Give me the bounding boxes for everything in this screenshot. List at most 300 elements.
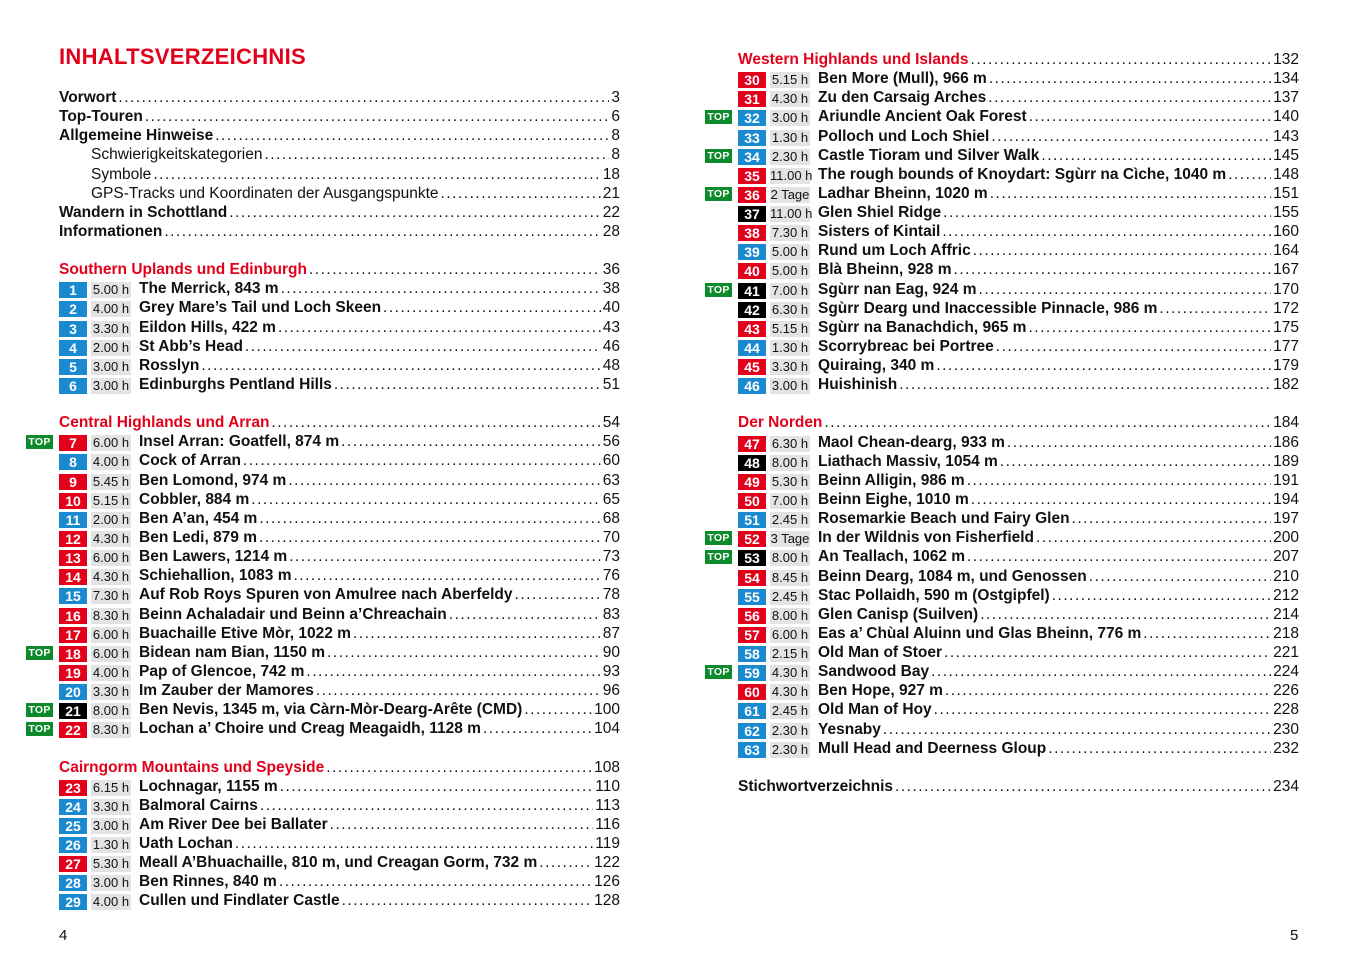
toc-tour-entry[interactable] — [59, 490, 620, 509]
tour-title: The Merrick, 843 m — [139, 280, 279, 298]
toc-page-number: 191 — [1273, 471, 1299, 489]
dot-leader — [967, 547, 1271, 566]
tour-number-badge: 6 — [59, 378, 87, 394]
tour-title: Ben Hope, 927 m — [818, 682, 943, 700]
tour-title: Eas a’ Chùal Aluinn und Glas Bheinn, 776 m — [818, 624, 1142, 642]
toc-tour-entry[interactable] — [738, 222, 1299, 241]
toc-page-number: 113 — [595, 796, 620, 814]
tour-duration: 8.45 h — [771, 569, 809, 585]
toc-page-number: 186 — [1273, 433, 1299, 451]
tour-number-badge: 5 — [59, 359, 87, 375]
toc-page-number: 63 — [602, 471, 620, 489]
tour-number-badge: 19 — [59, 665, 87, 681]
toc-main-entry[interactable]: Top-Touren . . . 6 — [59, 107, 620, 126]
toc-tour-entry[interactable] — [738, 624, 1299, 643]
tour-number-badge: 46 — [738, 378, 766, 394]
tour-number-badge: 12 — [59, 531, 87, 547]
toc-tour-entry[interactable] — [738, 107, 1299, 126]
tour-number-badge: 28 — [59, 875, 87, 891]
dot-leader — [383, 298, 601, 317]
tour-title: Rosslyn — [139, 356, 200, 374]
dot-leader — [971, 490, 1271, 509]
toc-tour-entry[interactable] — [738, 471, 1299, 490]
toc-page-number: 110 — [595, 777, 620, 795]
toc-page-number: 73 — [602, 548, 620, 566]
tour-duration: 2.30 h — [771, 722, 809, 738]
toc-page-number: 21 — [602, 184, 620, 202]
tour-title: Ben Lawers, 1214 m — [139, 548, 288, 566]
toc-tour-entry[interactable] — [59, 375, 620, 394]
tour-number-badge: 36 — [738, 187, 766, 203]
tour-duration: 11.00 h — [770, 206, 813, 222]
toc-page-number: 76 — [602, 567, 620, 585]
top-tour-badge: TOP — [705, 283, 732, 297]
toc-main-entry[interactable]: Wandern in Schottland . . . 22 — [59, 203, 620, 222]
toc-tour-entry[interactable] — [59, 279, 620, 298]
tour-duration: 3.00 h — [771, 378, 809, 394]
toc-tour-entry[interactable] — [738, 681, 1299, 700]
tour-number-badge: 38 — [738, 225, 766, 241]
tour-duration: 2.30 h — [771, 148, 809, 164]
tour-duration: 5.15 h — [771, 320, 809, 336]
page-title: INHALTSVERZEICHNIS — [59, 44, 307, 69]
tour-number-badge: 9 — [59, 474, 87, 490]
toc-tour-entry[interactable] — [738, 452, 1299, 471]
toc-main-entry[interactable]: Stichwortverzeichnis . . . 234 — [738, 777, 1299, 796]
dot-leader — [1041, 146, 1271, 165]
toc-page-number: 200 — [1273, 529, 1299, 547]
toc-sub-entry[interactable]: Symbole . . . 18 — [59, 165, 620, 184]
dot-leader — [515, 585, 601, 604]
toc-page-number: 48 — [602, 356, 620, 374]
toc-section-heading[interactable]: Central Highlands und Arran . . . 54 — [59, 413, 620, 432]
top-tour-badge: TOP — [705, 531, 732, 545]
tour-number-badge: 29 — [59, 894, 87, 910]
dot-leader — [245, 337, 601, 356]
tour-number-badge: 45 — [738, 359, 766, 375]
toc-tour-entry[interactable] — [59, 815, 620, 834]
tour-title: Buachaille Etive Mòr, 1022 m — [139, 624, 351, 642]
toc-page-number: 214 — [1273, 605, 1299, 623]
toc-tour-entry[interactable] — [738, 127, 1299, 146]
tour-duration: 3.30 h — [92, 684, 130, 700]
top-tour-badge: TOP — [705, 550, 732, 564]
toc-tour-entry[interactable] — [738, 662, 1299, 681]
toc-tour-entry[interactable] — [738, 700, 1299, 719]
toc-tour-entry[interactable] — [59, 796, 620, 815]
toc-tour-entry[interactable] — [738, 739, 1299, 758]
tour-number-badge: 13 — [59, 550, 87, 566]
tour-duration: 7.00 h — [771, 492, 809, 508]
dot-leader — [989, 69, 1271, 88]
toc-tour-entry[interactable] — [738, 146, 1299, 165]
toc-page-number: 194 — [1273, 490, 1299, 508]
tour-title: Mull Head and Deerness Gloup — [818, 739, 1047, 757]
tour-title: Polloch und Loch Shiel — [818, 127, 990, 145]
dot-leader — [145, 107, 610, 126]
dot-leader — [441, 184, 601, 203]
dot-leader — [326, 758, 592, 777]
tour-number-badge: 34 — [738, 149, 766, 165]
tour-duration: 4.00 h — [92, 664, 130, 680]
toc-tour-entry[interactable] — [59, 432, 620, 451]
tour-number-badge: 7 — [59, 435, 87, 451]
toc-tour-entry[interactable] — [59, 681, 620, 700]
toc-page-number: 218 — [1273, 624, 1299, 642]
dot-leader — [934, 700, 1271, 719]
dot-leader — [259, 509, 600, 528]
dot-leader — [215, 126, 609, 145]
toc-tour-entry[interactable] — [59, 719, 620, 738]
tour-title: Ladhar Bheinn, 1020 m — [818, 184, 988, 202]
tour-number-badge: 59 — [738, 665, 766, 681]
tour-duration: 2.15 h — [771, 646, 809, 662]
dot-leader — [1143, 624, 1271, 643]
tour-title: Beinn Achaladair und Beinn a’Chreachain — [139, 605, 447, 623]
toc-page-number: 226 — [1273, 682, 1299, 700]
toc-tour-entry[interactable] — [738, 375, 1299, 394]
dot-leader — [936, 356, 1271, 375]
tour-number-badge: 14 — [59, 569, 87, 585]
tour-number-badge: 40 — [738, 263, 766, 279]
toc-tour-entry[interactable] — [738, 643, 1299, 662]
toc-page-number: 128 — [594, 892, 620, 910]
toc-page-number: 18 — [602, 165, 620, 183]
tour-title: Ben A’an, 454 m — [139, 509, 258, 527]
tour-duration: 6.00 h — [92, 550, 130, 566]
dot-leader — [309, 260, 601, 279]
tour-number-badge: 47 — [738, 436, 766, 452]
tour-duration: 2.00 h — [92, 511, 130, 527]
toc-page-number: 184 — [1273, 414, 1299, 432]
toc-page-number: 137 — [1273, 89, 1299, 107]
tour-number-badge: 27 — [59, 856, 87, 872]
tour-number-badge: 21 — [59, 703, 87, 719]
tour-title: Am River Dee bei Ballater — [139, 815, 328, 833]
toc-section-heading[interactable]: Southern Uplands und Edinburgh . . . 36 — [59, 260, 620, 279]
dot-leader — [306, 662, 600, 681]
toc-tour-entry[interactable] — [59, 624, 620, 643]
toc-page-number: 51 — [602, 375, 620, 393]
toc-page-number: 40 — [602, 299, 620, 317]
dot-leader — [235, 834, 593, 853]
toc-page-number: 234 — [1273, 777, 1299, 795]
tour-duration: 5.00 h — [92, 282, 130, 298]
toc-sub-entry[interactable]: GPS-Tracks und Koordinaten der Ausgangspunkte . . . 21 — [59, 184, 620, 203]
toc-tour-entry[interactable] — [59, 356, 620, 375]
dot-leader — [967, 471, 1271, 490]
dot-leader — [943, 203, 1271, 222]
tour-duration: 5.15 h — [771, 72, 809, 88]
tour-number-badge: 25 — [59, 818, 87, 834]
dot-leader — [153, 165, 600, 184]
tour-duration: 4.00 h — [92, 894, 130, 910]
dot-leader — [327, 643, 601, 662]
tour-title: Rosemarkie Beach und Fairy Glen — [818, 510, 1070, 528]
dot-leader — [278, 318, 601, 337]
toc-tour-entry[interactable] — [738, 88, 1299, 107]
toc-page-number: 172 — [1273, 299, 1299, 317]
toc-tour-entry[interactable] — [738, 184, 1299, 203]
tour-number-badge: 43 — [738, 321, 766, 337]
toc-page-number: 108 — [594, 758, 620, 776]
tour-title: Sgùrr na Banachdich, 965 m — [818, 318, 1027, 336]
tour-number-badge: 63 — [738, 742, 766, 758]
toc-tour-entry[interactable] — [59, 471, 620, 490]
toc-tour-entry[interactable] — [738, 69, 1299, 88]
tour-number-badge: 10 — [59, 493, 87, 509]
toc-page-number: 167 — [1273, 261, 1299, 279]
toc-tour-entry[interactable] — [738, 241, 1299, 260]
toc-page-number: 212 — [1273, 586, 1299, 604]
tour-number-badge: 8 — [59, 454, 87, 470]
toc-tour-entry[interactable] — [59, 337, 620, 356]
toc-main-entry[interactable]: Vorwort . . . 3 — [59, 88, 620, 107]
toc-tour-entry[interactable] — [59, 662, 620, 681]
dot-leader — [899, 375, 1271, 394]
toc-tour-entry[interactable] — [59, 834, 620, 853]
tour-duration: 8.00 h — [771, 454, 809, 470]
tour-duration: 4.30 h — [92, 530, 130, 546]
dot-leader — [1000, 452, 1271, 471]
tour-number-badge: 56 — [738, 608, 766, 624]
tour-title: Quiraing, 340 m — [818, 357, 935, 375]
tour-number-badge: 62 — [738, 723, 766, 739]
dot-leader — [1028, 318, 1271, 337]
tour-number-badge: 31 — [738, 91, 766, 107]
dot-leader — [1036, 528, 1271, 547]
toc-tour-entry[interactable] — [59, 451, 620, 470]
tour-title: Ben Ledi, 879 m — [139, 528, 258, 546]
tour-title: Huishinish — [818, 376, 898, 394]
tour-duration: 2.30 h — [771, 741, 809, 757]
dot-leader — [824, 413, 1271, 432]
tour-number-badge: 57 — [738, 627, 766, 643]
tour-title: In der Wildnis von Fisherfield — [818, 529, 1035, 547]
tour-title: Beinn Alligin, 986 m — [818, 471, 965, 489]
toc-tour-entry[interactable] — [738, 299, 1299, 318]
tour-title: Sisters of Kintail — [818, 223, 941, 241]
tour-duration: 4.30 h — [771, 684, 809, 700]
top-tour-badge: TOP — [26, 646, 53, 660]
toc-tour-entry[interactable] — [738, 605, 1299, 624]
toc-section-heading[interactable]: Der Norden . . . 184 — [738, 413, 1299, 432]
tour-title: Balmoral Cairns — [139, 796, 258, 814]
tour-duration: 5.00 h — [771, 244, 809, 260]
toc-page-number: 96 — [602, 682, 620, 700]
toc-page-number: 90 — [602, 643, 620, 661]
toc-page-number: 228 — [1273, 701, 1299, 719]
toc-tour-entry[interactable] — [738, 509, 1299, 528]
tour-title: Castle Tioram und Silver Walk — [818, 146, 1040, 164]
toc-page-number: 104 — [594, 720, 620, 738]
tour-number-badge: 54 — [738, 570, 766, 586]
dot-leader — [1089, 567, 1271, 586]
tour-title: Liathach Massiv, 1054 m — [818, 452, 998, 470]
tour-duration: 3.30 h — [92, 798, 130, 814]
toc-tour-entry[interactable] — [59, 605, 620, 624]
toc-tour-entry[interactable] — [738, 337, 1299, 356]
toc-tour-entry[interactable] — [59, 872, 620, 891]
tour-number-badge: 4 — [59, 340, 87, 356]
top-tour-badge: TOP — [705, 110, 732, 124]
tour-number-badge: 55 — [738, 589, 766, 605]
tour-duration: 2.45 h — [771, 588, 809, 604]
tour-number-badge: 1 — [59, 282, 87, 298]
dot-leader — [316, 681, 601, 700]
toc-tour-entry[interactable] — [738, 720, 1299, 739]
toc-page-number: 134 — [1273, 70, 1299, 88]
toc-tour-entry[interactable] — [59, 528, 620, 547]
tour-number-badge: 32 — [738, 110, 766, 126]
dot-leader — [931, 662, 1271, 681]
dot-leader — [264, 145, 609, 164]
toc-tour-entry[interactable] — [738, 165, 1299, 184]
dot-leader — [353, 624, 601, 643]
dot-leader — [524, 700, 592, 719]
toc-tour-entry[interactable] — [738, 433, 1299, 452]
tour-duration: 3.00 h — [771, 110, 809, 126]
tour-title: Lochan a’ Choire und Creag Meagaidh, 1128 m — [139, 720, 481, 738]
tour-duration: 11.00 h — [770, 167, 813, 183]
tour-title: Glen Shiel Ridge — [818, 204, 942, 222]
tour-title: Sgùrr Dearg und Inaccessible Pinnacle, 986 m — [818, 299, 1158, 317]
page-number-right: 5 — [1290, 927, 1299, 944]
tour-duration: 2.00 h — [92, 339, 130, 355]
tour-title: Yesnaby — [818, 720, 881, 738]
toc-page-number: 140 — [1273, 108, 1299, 126]
tour-number-badge: 58 — [738, 646, 766, 662]
tour-title: Meall A’Bhuachaille, 810 m, und Creagan Gorm, 732 m — [139, 854, 538, 872]
toc-tour-entry[interactable] — [59, 547, 620, 566]
tour-number-badge: 3 — [59, 321, 87, 337]
toc-page-number: 189 — [1273, 452, 1299, 470]
toc-tour-entry[interactable] — [738, 260, 1299, 279]
toc-tour-entry[interactable] — [59, 298, 620, 317]
tour-title: Ben More (Mull), 966 m — [818, 70, 987, 88]
toc-page-number: 155 — [1273, 204, 1299, 222]
tour-duration: 4.00 h — [92, 454, 130, 470]
toc-tour-entry[interactable] — [738, 280, 1299, 299]
tour-duration: 7.30 h — [92, 588, 130, 604]
tour-title: An Teallach, 1062 m — [818, 548, 966, 566]
tour-duration: 6.30 h — [771, 435, 809, 451]
top-tour-badge: TOP — [26, 435, 53, 449]
tour-duration: 4.30 h — [92, 569, 130, 585]
toc-tour-entry[interactable] — [738, 356, 1299, 375]
tour-number-badge: 50 — [738, 493, 766, 509]
toc-tour-entry[interactable] — [59, 509, 620, 528]
toc-sub-entry[interactable]: Schwierigkeitskategorien . . . 8 — [59, 145, 620, 164]
toc-page-number: 8 — [611, 127, 620, 145]
toc-page-number: 93 — [602, 662, 620, 680]
top-tour-badge: TOP — [26, 722, 53, 736]
tour-title: Bidean nam Bian, 1150 m — [139, 643, 326, 661]
toc-tour-entry[interactable] — [738, 490, 1299, 509]
toc-tour-entry[interactable] — [738, 203, 1299, 222]
toc-page-number: 46 — [602, 337, 620, 355]
toc-page-number: 22 — [602, 203, 620, 221]
tour-number-badge: 52 — [738, 531, 766, 547]
tour-duration: 8.00 h — [92, 703, 130, 719]
toc-tour-entry[interactable] — [738, 567, 1299, 586]
tour-duration: 8.30 h — [92, 722, 130, 738]
toc-page-number: 60 — [602, 452, 620, 470]
toc-page-number: 43 — [602, 318, 620, 336]
tour-title: Eildon Hills, 422 m — [139, 318, 276, 336]
toc-tour-entry[interactable] — [59, 643, 620, 662]
tour-title: Cullen und Findlater Castle — [139, 892, 340, 910]
tour-title: Blà Bheinn, 928 m — [818, 261, 952, 279]
toc-page-number: 122 — [594, 854, 620, 872]
toc-tour-entry[interactable] — [59, 891, 620, 910]
toc-tour-entry[interactable] — [59, 318, 620, 337]
tour-duration: 4.00 h — [92, 301, 130, 317]
toc-tour-entry[interactable] — [738, 318, 1299, 337]
toc-main-entry[interactable]: Informationen . . . 28 — [59, 222, 620, 241]
tour-duration: 2.45 h — [771, 703, 809, 719]
dot-leader — [164, 222, 600, 241]
dot-leader — [341, 432, 601, 451]
toc-tour-entry[interactable] — [59, 700, 620, 719]
dot-leader — [1072, 509, 1272, 528]
tour-number-badge: 16 — [59, 608, 87, 624]
tour-title: Insel Arran: Goatfell, 874 m — [139, 433, 340, 451]
toc-main-entry[interactable]: Allgemeine Hinweise . . . 8 — [59, 126, 620, 145]
toc-page-number: 83 — [602, 605, 620, 623]
tour-duration: 2.45 h — [771, 512, 809, 528]
tour-number-badge: 42 — [738, 302, 766, 318]
dot-leader — [259, 528, 601, 547]
dot-leader — [895, 777, 1271, 796]
toc-tour-entry[interactable] — [59, 585, 620, 604]
dot-leader — [243, 451, 601, 470]
tour-title: Auf Rob Roys Spuren von Amulree nach Aberfeldy — [139, 586, 513, 604]
dot-leader — [1052, 586, 1271, 605]
toc-page-number: 126 — [594, 873, 620, 891]
toc-tour-entry[interactable] — [59, 566, 620, 585]
toc-tour-entry[interactable] — [738, 586, 1299, 605]
dot-leader — [281, 279, 601, 298]
toc-page-number: 6 — [611, 108, 620, 126]
tour-duration: 8.00 h — [771, 607, 809, 623]
tour-number-badge: 18 — [59, 646, 87, 662]
toc-tour-entry[interactable] — [59, 777, 620, 796]
toc-page-number: 3 — [611, 89, 620, 106]
toc-tour-entry[interactable] — [59, 853, 620, 872]
toc-page-number: 132 — [1273, 51, 1299, 68]
tour-title: Ben Rinnes, 840 m — [139, 873, 277, 891]
toc-tour-entry[interactable] — [738, 547, 1299, 566]
toc-page-number: 177 — [1273, 337, 1299, 355]
dot-leader — [883, 720, 1271, 739]
tour-title: Ben Nevis, 1345 m, via Càrn-Mòr-Dearg-Arête (CMD) — [139, 701, 523, 719]
toc-section-heading[interactable]: Western Highlands und Islands . . . 132 — [738, 50, 1299, 69]
tour-title: Zu den Carsaig Arches — [818, 89, 987, 107]
tour-title: Stac Pollaidh, 590 m (Ostgipfel) — [818, 586, 1050, 604]
tour-duration: 3.00 h — [92, 875, 130, 891]
dot-leader — [996, 337, 1271, 356]
tour-number-badge: 44 — [738, 340, 766, 356]
toc-section-heading[interactable]: Cairngorm Mountains und Speyside . . . 108 — [59, 758, 620, 777]
dot-leader — [991, 127, 1271, 146]
toc-page-number: 56 — [602, 433, 620, 451]
toc-tour-entry[interactable] — [738, 528, 1299, 547]
tour-title: Beinn Eighe, 1010 m — [818, 490, 969, 508]
tour-title: Maol Chean-dearg, 933 m — [818, 433, 1005, 451]
toc-page-number: 182 — [1273, 376, 1299, 394]
toc-page-number: 179 — [1273, 357, 1299, 375]
